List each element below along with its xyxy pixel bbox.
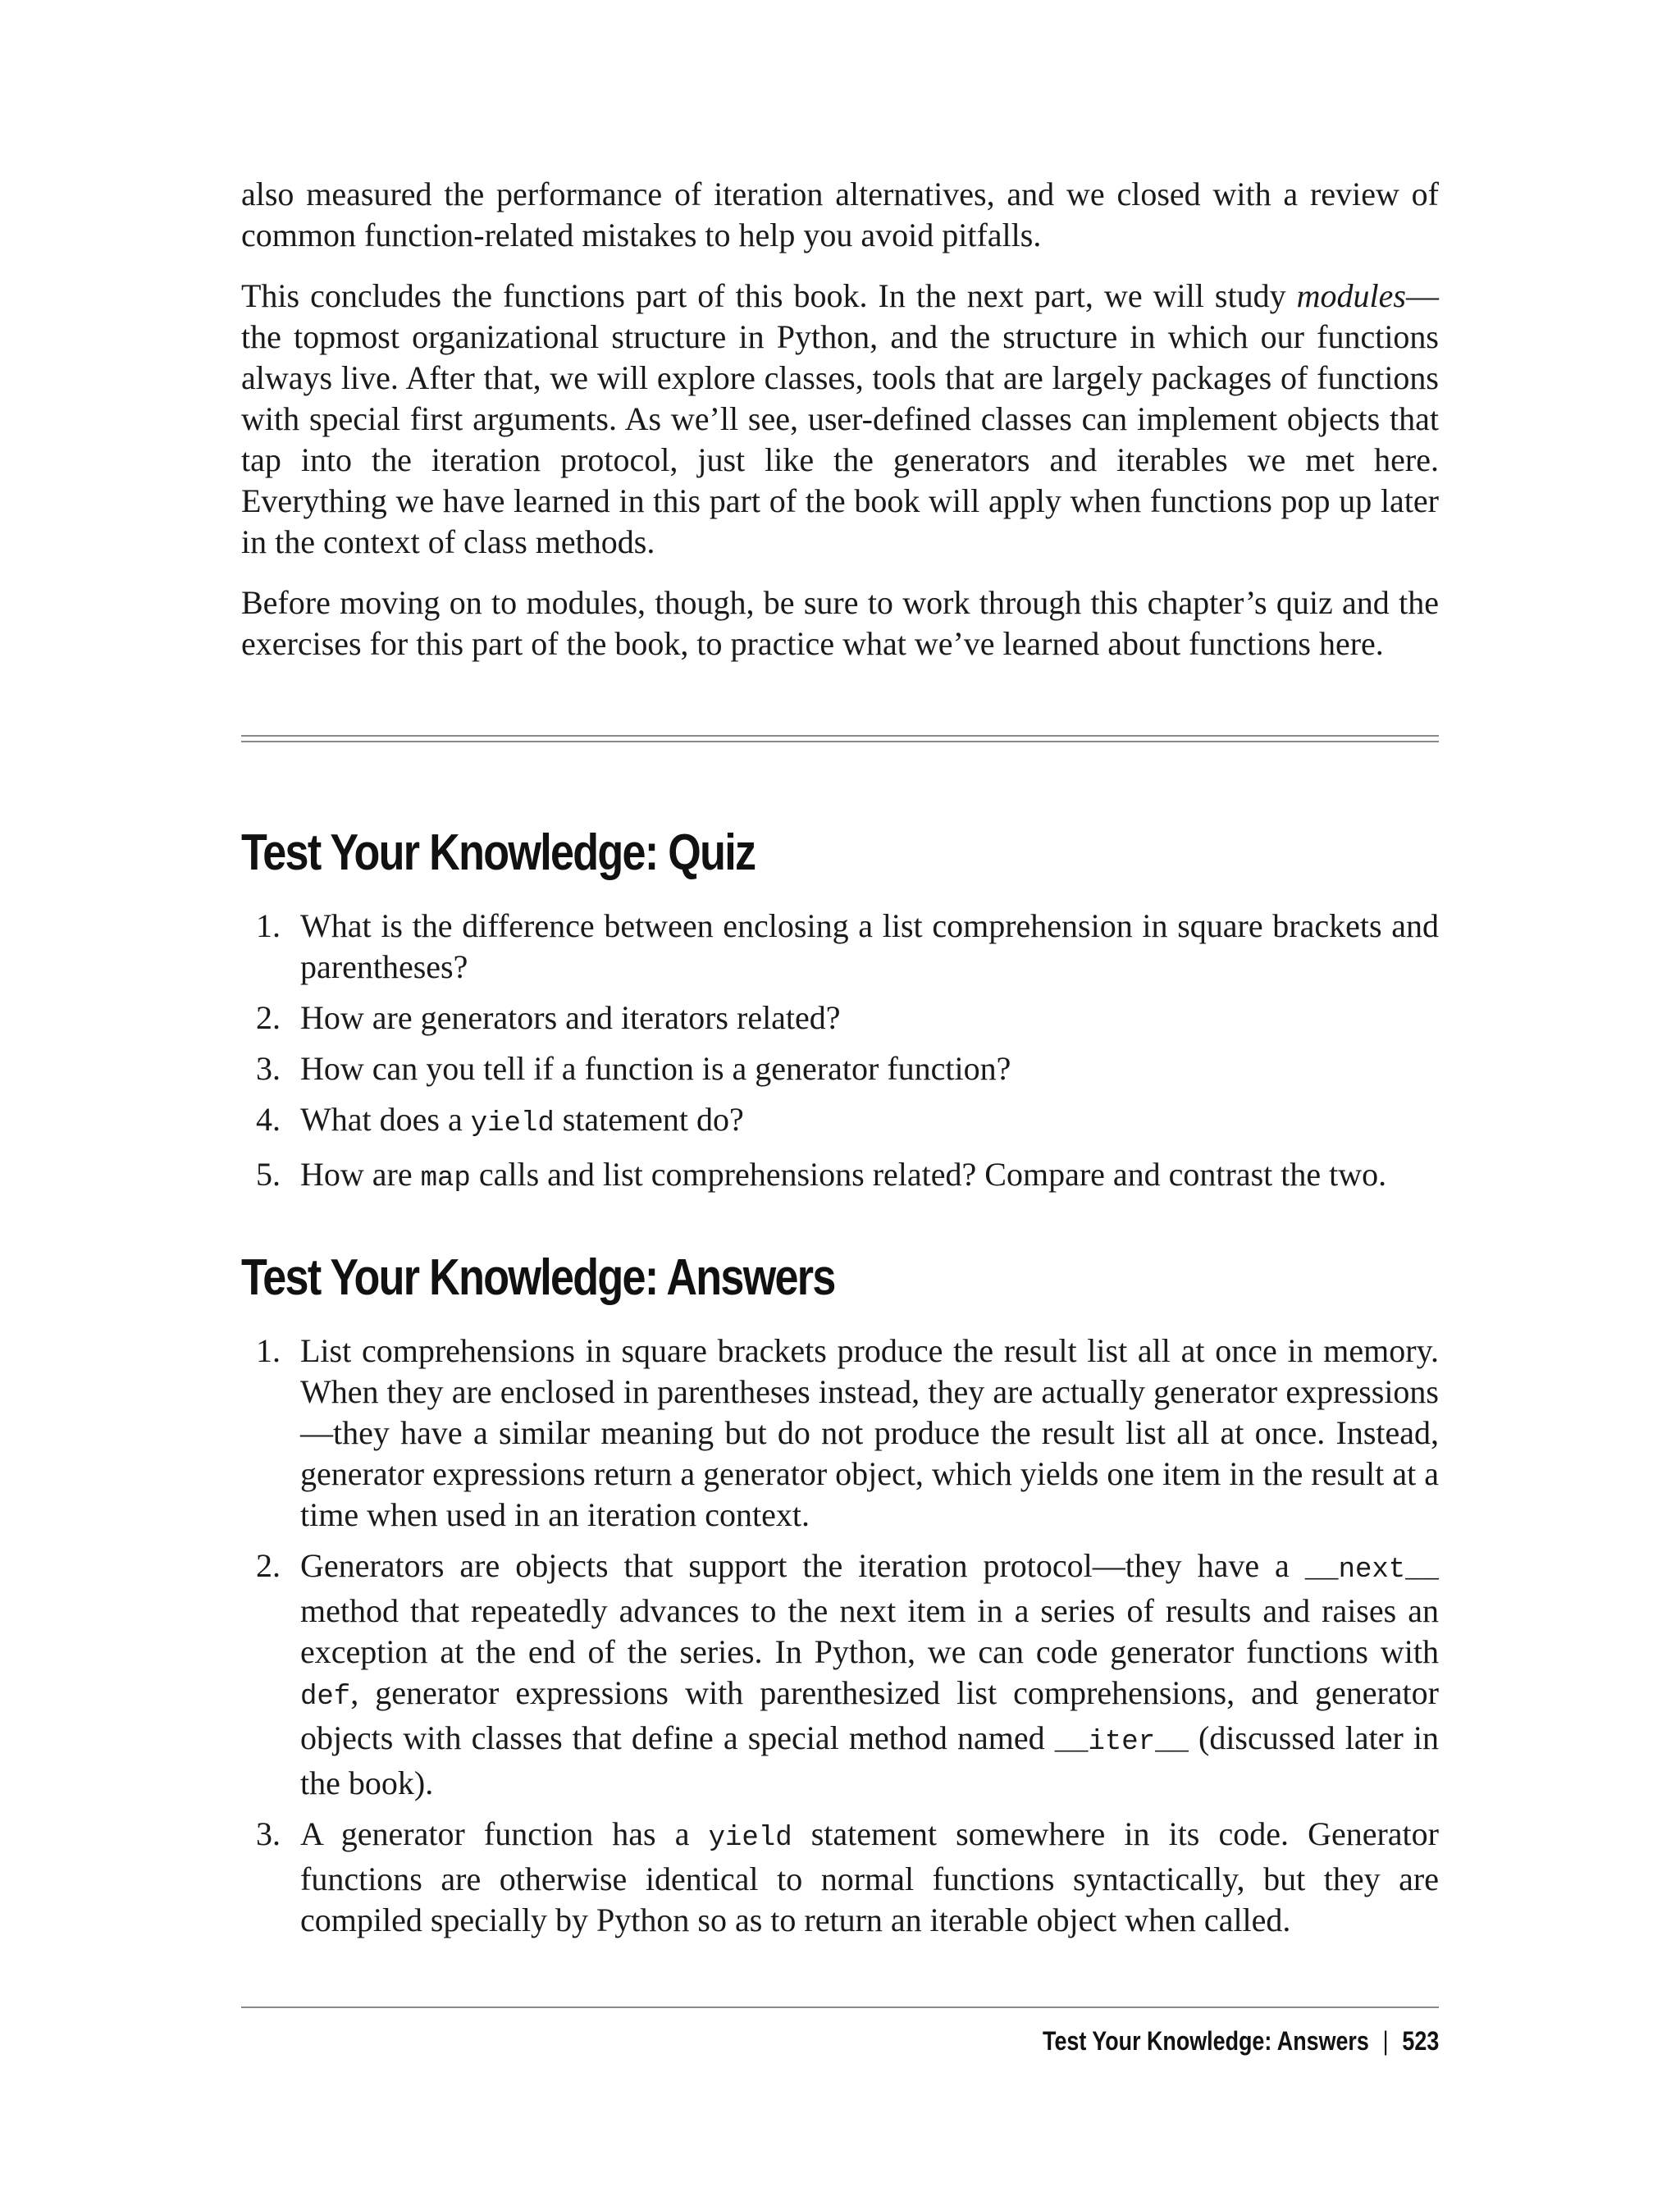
answer-item bbox=[241, 1331, 1439, 1536]
quiz-item-text: How can you tell if a function is a generator function? bbox=[300, 1050, 1011, 1087]
footer-separator: | bbox=[1382, 2026, 1389, 2056]
answer-item-number: 2. bbox=[256, 1547, 281, 1584]
answer-text-part: method that repeatedly advances to the next item in a series of results and raises an exception at the end of the series. In Python, we can code generator functions with bbox=[300, 1592, 1439, 1670]
quiz-item-text: What is the difference between enclosing a list comprehension in square brackets and parentheses? bbox=[300, 907, 1439, 985]
section-divider bbox=[241, 735, 1439, 742]
inline-code: yield bbox=[708, 1823, 792, 1854]
quiz-item bbox=[241, 1154, 1439, 1199]
answer-item bbox=[241, 1814, 1439, 1941]
quiz-item bbox=[241, 998, 1439, 1039]
quiz-item-text-end: calls and list comprehensions related? Compare and contrast the two. bbox=[470, 1156, 1387, 1193]
quiz-item-number: 3. bbox=[256, 1050, 281, 1087]
answer-item-number: 1. bbox=[256, 1332, 281, 1369]
answer-item-number: 3. bbox=[256, 1815, 281, 1852]
answer-item-text: List comprehensions in square brackets produce the result list all at once in memory. When they are enclosed in parentheses instead, they are actually generator expressions—they have a similar meaning but do not produce the result list all at once. Instead, generator expressions return a generator object, which yields one item in the result at a time when used in an iteration context. bbox=[300, 1332, 1439, 1533]
inline-code: def bbox=[300, 1682, 351, 1713]
quiz-item-text-end: statement do? bbox=[554, 1101, 744, 1138]
quiz-item bbox=[241, 1099, 1439, 1144]
answers-list bbox=[241, 1331, 1439, 1951]
quiz-item bbox=[241, 906, 1439, 988]
answer-item bbox=[241, 1545, 1439, 1804]
footer-section-title: Test Your Knowledge: Answers bbox=[1042, 2026, 1369, 2056]
quiz-item bbox=[241, 1048, 1439, 1089]
quiz-item-text-start: What does a bbox=[300, 1101, 471, 1138]
page-number: 523 bbox=[1402, 2026, 1439, 2056]
answer-text-part: statement somewhere in its code. Generator functions are otherwise identical to normal functions syntactically, but they are compiled specially by Python so as to return an iterable object when called. bbox=[300, 1815, 1439, 1938]
inline-code: __iter__ bbox=[1054, 1727, 1189, 1758]
quiz-item-text-start: How are bbox=[300, 1156, 421, 1193]
answer-text-part: (discussed later in the book). bbox=[300, 1719, 1439, 1801]
answer-text-part: A generator function has a bbox=[300, 1815, 709, 1852]
quiz-item-number: 2. bbox=[256, 999, 281, 1036]
answer-text-part: , generator expressions with parenthesized list comprehensions, and generator objects with classes that define a special method named bbox=[300, 1674, 1439, 1756]
intro-p2-end: — the topmost organizational structure in Python, and the structure in which our functions always live. After that, we will explore classes, tools that are largely packages of functions with special first arguments. As we’ll see, user-defined classes can implement objects that tap into the iteration protocol, just like the generators and iterables we met here. Everything we have learned in this part of the book will apply when functions pop up later in the context of class methods. bbox=[241, 277, 1439, 560]
quiz-item-number: 4. bbox=[256, 1101, 281, 1138]
page-footer bbox=[1043, 2026, 1439, 2057]
footer-rule bbox=[241, 2006, 1439, 2008]
inline-code: yield bbox=[470, 1108, 555, 1139]
quiz-item-number: 5. bbox=[256, 1156, 281, 1193]
quiz-item-text: How are generators and iterators related? bbox=[300, 999, 841, 1036]
intro-paragraph-3: Before moving on to modules, though, be sure to work through this chapter’s quiz and the exercises for this part of the book, to practice what we’ve learned about functions here. bbox=[241, 584, 1439, 662]
intro-section bbox=[241, 174, 1439, 684]
quiz-item-number: 1. bbox=[256, 907, 281, 944]
inline-code: map bbox=[420, 1163, 471, 1194]
answers-heading: Test Your Knowledge: Answers bbox=[241, 1249, 835, 1306]
inline-code: __next__ bbox=[1304, 1554, 1439, 1586]
intro-paragraph-2 bbox=[241, 276, 1439, 563]
intro-p2-emphasis: modules bbox=[1296, 277, 1406, 314]
intro-paragraph-1: also measured the performance of iteration alternatives, and we closed with a review of common function-related mistakes to help you avoid pitfalls. bbox=[241, 176, 1439, 253]
intro-p2-start: This concludes the functions part of this book. In the next part, we will study bbox=[241, 277, 1297, 314]
quiz-heading: Test Your Knowledge: Quiz bbox=[241, 824, 756, 881]
quiz-list bbox=[241, 906, 1439, 1209]
answer-text-part: Generators are objects that support the iteration protocol—they have a bbox=[300, 1547, 1305, 1584]
